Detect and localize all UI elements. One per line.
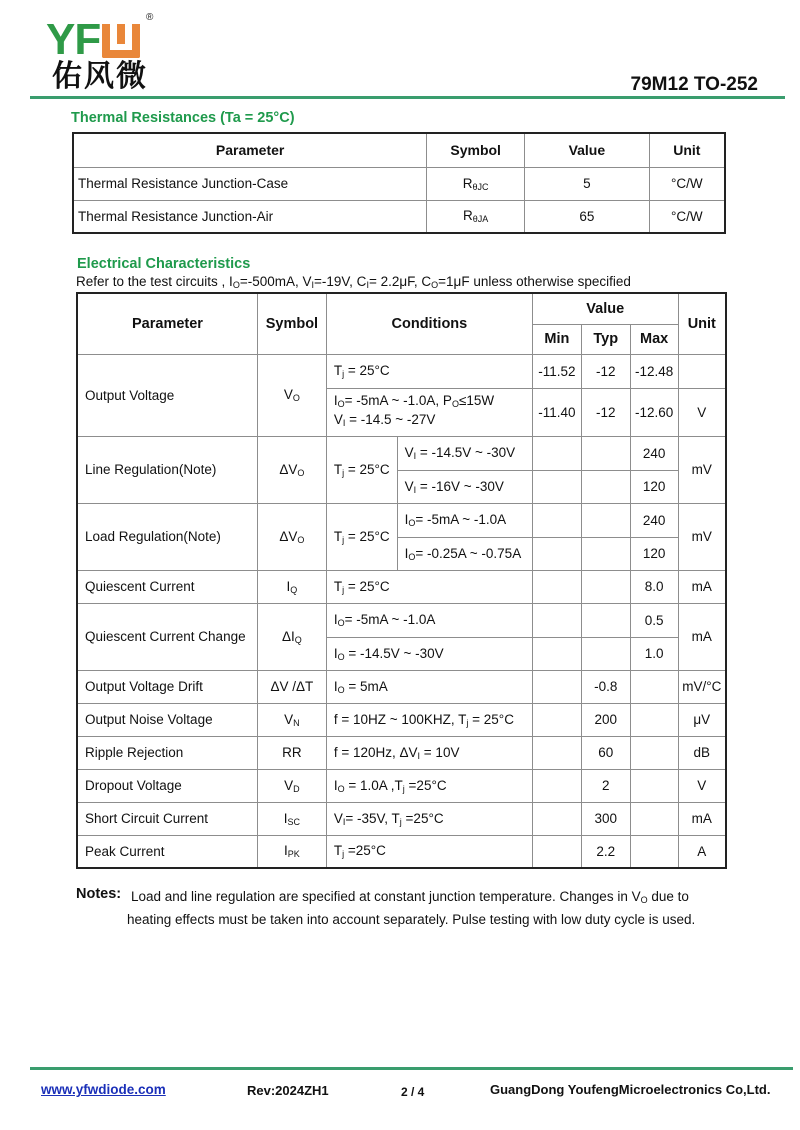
header-parameter: Parameter [77, 293, 257, 354]
min-cell [532, 537, 581, 570]
min-cell [532, 436, 581, 470]
max-cell [630, 769, 678, 802]
min-cell [532, 503, 581, 537]
max-cell: 120 [630, 537, 678, 570]
symbol-cell: $I_{SC}$ [257, 802, 326, 835]
symbol-cell: $\Delta V_O$ [257, 436, 326, 503]
unit-cell: dB [678, 736, 726, 769]
unit-cell: mA [678, 603, 726, 670]
header-max: Max [630, 324, 678, 354]
parameter-cell: Line Regulation(Note) [77, 436, 257, 503]
notes-label: Notes: [76, 886, 122, 902]
symbol-cell: $R_{\theta JA}$ [427, 200, 525, 233]
unit-cell: V [678, 769, 726, 802]
revision-label: Rev:2024ZH1 [247, 1083, 329, 1098]
max-cell [630, 703, 678, 736]
min-cell [532, 835, 581, 868]
parameter-cell: Output Voltage [77, 354, 257, 436]
parameter-cell: Dropout Voltage [77, 769, 257, 802]
header-unit: Unit [649, 133, 725, 167]
min-cell [532, 670, 581, 703]
max-cell: -12.48 [630, 354, 678, 388]
table-row [77, 503, 726, 537]
condition-cell: $I_O = -14.5V$ ~ -30V [326, 637, 532, 670]
max-cell: -12.60 [630, 388, 678, 436]
parameter-cell: Peak Current [77, 835, 257, 868]
typ-cell: -12 [581, 388, 630, 436]
table-row [77, 354, 726, 388]
parameter-cell: Thermal Resistance Junction-Air [73, 200, 427, 233]
company-name: GuangDong YoufengMicroelectronics Co,Ltd. [490, 1082, 771, 1097]
symbol-cell: $V_N$ [257, 703, 326, 736]
header-value: Value [525, 133, 650, 167]
table-row [77, 570, 726, 603]
value-cell: 65 [525, 200, 650, 233]
condition-cell: $T_j = 25^\circ C$ [326, 354, 532, 388]
max-cell [630, 835, 678, 868]
condition-cell: f = 120Hz, $\Delta V_I = 10V$ [326, 736, 532, 769]
unit-cell: V [678, 388, 726, 436]
parameter-cell: Ripple Rejection [77, 736, 257, 769]
max-cell: 1.0 [630, 637, 678, 670]
symbol-cell: $V_D$ [257, 769, 326, 802]
symbol-cell: $R_{\theta JC}$ [427, 167, 525, 200]
table-row [73, 167, 725, 200]
header-divider [30, 96, 785, 99]
typ-cell [581, 470, 630, 503]
website-link[interactable]: www.yfwdiode.com [41, 1082, 166, 1097]
page-number: 2 / 4 [401, 1085, 425, 1099]
min-cell: -11.52 [532, 354, 581, 388]
table-row [77, 802, 726, 835]
max-cell [630, 802, 678, 835]
condition-cell: $T_j =25^\circ C$ [326, 835, 532, 868]
symbol-cell: $I_Q$ [257, 570, 326, 603]
sub-condition-cell: $V_I = -14.5V$ ~ -30V [397, 436, 532, 470]
typ-cell: 2.2 [581, 835, 630, 868]
header-min: Min [532, 324, 581, 354]
symbol-cell: $I_{PK}$ [257, 835, 326, 868]
registered-mark: ® [146, 12, 154, 23]
parameter-cell: Load Regulation(Note) [77, 503, 257, 570]
table-header-row [73, 133, 725, 167]
header-value: Value [532, 293, 678, 324]
symbol-cell: ΔV /ΔT [257, 670, 326, 703]
electrical-section-title: Electrical Characteristics [77, 256, 251, 272]
condition-cell: $I_O = 5mA$ [326, 670, 532, 703]
typ-cell [581, 537, 630, 570]
symbol-cell: $\Delta V_O$ [257, 503, 326, 570]
table-row [77, 603, 726, 637]
min-cell [532, 769, 581, 802]
header-typ: Typ [581, 324, 630, 354]
condition-cell: $T_j = 25^\circ C$ [326, 503, 397, 570]
value-cell: 5 [525, 167, 650, 200]
table-row [77, 670, 726, 703]
header-unit: Unit [678, 293, 726, 354]
condition-cell: $T_j = 25^\circ C$ [326, 436, 397, 503]
thermal-section-title: Thermal Resistances (Ta = 25°C) [71, 110, 295, 126]
logo-chinese-name: 佑风微 [52, 59, 148, 94]
condition-cell: $I_O= -5mA$ ~ -1.0A, $P_O\le 15W$ $V_I = -14.5$ ~ -27V [326, 388, 532, 436]
parameter-cell: Short Circuit Current [77, 802, 257, 835]
typ-cell [581, 436, 630, 470]
table-header-row [77, 293, 726, 324]
typ-cell: 200 [581, 703, 630, 736]
document-title: 79M12 TO-252 [630, 74, 758, 95]
condition-cell: $I_O= -5mA$ ~ -1.0A [326, 603, 532, 637]
unit-cell: mV/°C [678, 670, 726, 703]
notes-line-1: Load and line regulation are specified at constant junction temperature. Changes in $V_O$ due to [131, 889, 689, 905]
unit-cell: °C/W [649, 200, 725, 233]
min-cell [532, 802, 581, 835]
parameter-cell: Quiescent Current Change [77, 603, 257, 670]
typ-cell: 300 [581, 802, 630, 835]
typ-cell: -0.8 [581, 670, 630, 703]
unit-cell: μV [678, 703, 726, 736]
min-cell [532, 736, 581, 769]
condition-cell: $I_O = 1.0A$ $,T_j =25^\circ C$ [326, 769, 532, 802]
parameter-cell: Quiescent Current [77, 570, 257, 603]
max-cell [630, 670, 678, 703]
min-cell [532, 570, 581, 603]
table-row [77, 703, 726, 736]
typ-cell: 2 [581, 769, 630, 802]
max-cell: 120 [630, 470, 678, 503]
table-row [77, 835, 726, 868]
typ-cell: -12 [581, 354, 630, 388]
symbol-cell: RR [257, 736, 326, 769]
max-cell: 0.5 [630, 603, 678, 637]
table-row [73, 200, 725, 233]
parameter-cell: Output Noise Voltage [77, 703, 257, 736]
min-cell [532, 703, 581, 736]
sub-condition-cell: $I_O= -0.25A$ ~ -0.75A [397, 537, 532, 570]
condition-cell: $T_j = 25^\circ C$ [326, 570, 532, 603]
electrical-characteristics-table [76, 292, 727, 869]
footer-divider [30, 1067, 793, 1070]
unit-cell [678, 354, 726, 388]
table-row [77, 736, 726, 769]
header-parameter: Parameter [73, 133, 427, 167]
table-row [77, 769, 726, 802]
max-cell [630, 736, 678, 769]
typ-cell [581, 503, 630, 537]
header-conditions: Conditions [326, 293, 532, 354]
sub-condition-cell: $V_I = -16V$ ~ -30V [397, 470, 532, 503]
header-symbol: Symbol [427, 133, 525, 167]
condition-cell: $V_I= -35V$, $T_j =25^\circ C$ [326, 802, 532, 835]
max-cell: 240 [630, 436, 678, 470]
typ-cell [581, 570, 630, 603]
logo-u-glyph-icon [102, 24, 140, 58]
unit-cell: mV [678, 436, 726, 503]
notes-line-2: heating effects must be taken into account separately. Pulse testing with low duty cycle is used. [127, 912, 696, 927]
typ-cell [581, 603, 630, 637]
unit-cell: °C/W [649, 167, 725, 200]
unit-cell: mV [678, 503, 726, 570]
min-cell: -11.40 [532, 388, 581, 436]
sub-condition-cell: $I_O= -5mA$ ~ -1.0A [397, 503, 532, 537]
max-cell: 8.0 [630, 570, 678, 603]
unit-cell: mA [678, 802, 726, 835]
company-logo [46, 14, 166, 94]
typ-cell: 60 [581, 736, 630, 769]
unit-cell: mA [678, 570, 726, 603]
header-symbol: Symbol [257, 293, 326, 354]
max-cell: 240 [630, 503, 678, 537]
logo-wordmark: YF [46, 18, 140, 62]
unit-cell: A [678, 835, 726, 868]
table-row [77, 436, 726, 470]
symbol-cell: $V_O$ [257, 354, 326, 436]
parameter-cell: Output Voltage Drift [77, 670, 257, 703]
symbol-cell: $\Delta I_Q$ [257, 603, 326, 670]
parameter-cell: Thermal Resistance Junction-Case [73, 167, 427, 200]
condition-cell: f = 10HZ ~ 100KHZ, $T_j = 25^\circ C$ [326, 703, 532, 736]
thermal-resistance-table [72, 132, 726, 234]
min-cell [532, 470, 581, 503]
typ-cell [581, 637, 630, 670]
electrical-test-conditions: Refer to the test circuits , $I_O=-500mA$, $V_I=-19V$, $C_I= 2.2\mu F$, $C_O=1\mu F$ unless otherwise specified [76, 274, 631, 290]
min-cell [532, 637, 581, 670]
min-cell [532, 603, 581, 637]
